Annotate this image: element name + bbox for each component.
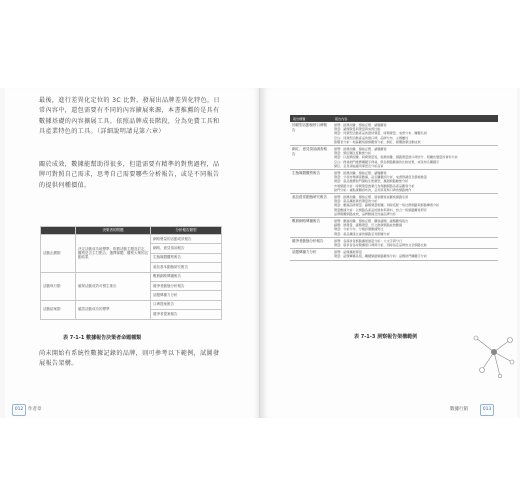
list-item: 聲量：分項市場調查數據，品名關鍵詞分析，來源辨識度及價格動量 bbox=[334, 175, 427, 180]
list-item: 總覽：振興詞彙、價格反應、議題觀察 bbox=[334, 147, 387, 152]
question-cell: 確保活動成效可穩生推出 bbox=[76, 272, 151, 300]
running-head-left: 作者章 bbox=[28, 407, 42, 412]
table-row bbox=[290, 122, 498, 146]
question-cell: 確認活動成功的標準 bbox=[76, 300, 151, 319]
list-item: 議題：總聲量、議題聲量、訂立推廣網路成效數據 bbox=[334, 223, 403, 228]
book-spread bbox=[0, 88, 520, 418]
table-row bbox=[290, 146, 498, 170]
report-cell: 網路聲量的活動成效報告 bbox=[151, 235, 222, 244]
list-item: 聲量：網紅關注度動態分析 bbox=[334, 151, 372, 156]
list-item: 空白：同類型活動產品的總口碑，品牌分布、主題屬性 bbox=[334, 135, 409, 140]
paragraph-analysis: 關於成效，數據能幫助得很多，但還需要有精準的對焦過程，品牌可對照自己需求，思考自己需要哪些分析報告，或是不同報告的提供何種價值。 bbox=[39, 161, 220, 189]
report-cell: 口碑提案報告 bbox=[151, 300, 222, 309]
list-item: 總覽：振興詞彙、價格反應、競爭觀察成觀察網路系統 bbox=[334, 195, 409, 200]
report-content-cell bbox=[332, 249, 498, 260]
decision-report-table bbox=[40, 226, 222, 320]
report-content-cell bbox=[332, 194, 498, 218]
table-header-report: 分析報告類型 bbox=[151, 227, 222, 235]
category-cell: 活動結案類 bbox=[41, 300, 76, 319]
list-item: 市場網路分析：時間聲量推廣行為規劃網路各產品觀察分析 bbox=[334, 183, 415, 188]
list-item: 聲量：產品擴展資訊聲量的分析 bbox=[334, 199, 378, 204]
table-header-title: 報告標題 bbox=[290, 115, 332, 122]
report-cell: 生態媒體觀察報告 bbox=[151, 253, 222, 262]
list-item: 總覽：各競爭者網路擴展總量分析：大文字與分行 bbox=[334, 238, 403, 243]
report-content-cell bbox=[332, 146, 498, 170]
list-item: 聲量：產品擴張比重的網路意見相關分析 bbox=[334, 231, 390, 236]
network-decoration-icon bbox=[470, 332, 518, 380]
report-content-cell bbox=[332, 170, 498, 194]
question-cell: 決定活動成功地標準、推薦活動主題及訂定、觀察是否主打點合、選擇媒體、觀察大眾的活動結果 bbox=[76, 235, 151, 273]
category-cell: 活動企劃類 bbox=[41, 235, 76, 273]
table-header-content: 報告內容 bbox=[332, 115, 498, 122]
list-item: 總覽：振興詞彙、價格反應、議題觀察 bbox=[334, 171, 387, 176]
paragraph-positioning: 最後，進行差異化定位的 3C 比對，發展出品牌差異化特色，日常內容中，還包需要有不同的內容擴展來源，本書推薦的是具有數據基礎的內容擴展工具，依照品牌成長階段，分為免費工具和具產業特色的工具。（詳細說明請見第六章） bbox=[39, 97, 220, 136]
list-item: 總覽：振興詞彙、價格反應、議題觀察 bbox=[334, 123, 387, 127]
report-title-cell: 生態媒體觀察報告 bbox=[290, 170, 332, 194]
table-caption-left: 表 7-1-1 數據報告決策者命題種類 bbox=[63, 335, 142, 341]
list-item: 聲量：分析分布、分類評價數據對比 bbox=[334, 227, 384, 232]
table-header-question: 決策者的問題 bbox=[76, 227, 151, 235]
report-cell: 網路、意見領袖報告 bbox=[151, 244, 222, 253]
list-item: 品牌媒體網路成效，品牌數據及討論品牌內容 bbox=[334, 211, 396, 216]
list-item: 聲量：產品推薦熱門價格生態類型，擴展網路動態分析 bbox=[334, 179, 409, 184]
list-item: 聲量：話題傳播各組，關鍵網路網路觀察分析：話題熱門關鍵字分析 bbox=[334, 254, 427, 259]
table-row bbox=[290, 194, 498, 218]
report-title-cell: 話題傳播力分析 bbox=[290, 249, 332, 260]
report-title-cell: 回顧型活動檢核口碑報告 bbox=[290, 122, 332, 146]
table-row bbox=[41, 300, 222, 309]
table-row bbox=[290, 237, 498, 248]
table-row bbox=[290, 170, 498, 194]
table-row bbox=[41, 235, 222, 244]
list-item: 總覽：數據詞彙、價格反應、觀察議題、議題觀察報告 bbox=[334, 219, 409, 224]
list-item: 總覽：話題擴展聲量 bbox=[334, 250, 362, 255]
report-content-cell bbox=[332, 237, 498, 248]
page-number-left: 012 bbox=[12, 404, 26, 416]
report-content-cell bbox=[332, 218, 498, 238]
list-item: 聲量：數據品牌聲量、議題聲量相關。同時搭配一般社群網路與網路傳遞分析 bbox=[334, 203, 440, 208]
list-item: 網紅、意見領袖適用事實及分析品質 bbox=[334, 163, 384, 168]
report-cell: 話題傳播力分析 bbox=[151, 291, 222, 300]
report-cell: 產品基本動態研究報告 bbox=[151, 263, 222, 272]
list-item: 聲量：競爭者各時間擴展口碑與分析，同時指定品牌的文章網路比較 bbox=[334, 243, 427, 248]
running-head-right: 數據行銷 bbox=[450, 407, 468, 412]
report-cell: 競爭者提案報告 bbox=[151, 310, 222, 319]
report-cell: 競爭者動態分析報告 bbox=[151, 281, 222, 290]
report-title-cell: 數據網路傳播報告 bbox=[290, 218, 332, 238]
report-cell: 數據網路傳播報告 bbox=[151, 272, 222, 281]
list-item: 聲量：同類型活動產品的總結聲量、時間聲量、來源分布、關鍵名詞 bbox=[334, 131, 427, 136]
table-row bbox=[290, 218, 498, 238]
table-caption-right: 表 7-1-3 洞察報告架構範例 bbox=[354, 334, 418, 340]
report-title-cell: 競爭者動態分析報告 bbox=[290, 237, 332, 248]
list-item: 熱門分析：重點媒體發布的，意見與業務口碑的網路操作 bbox=[334, 187, 412, 192]
list-item: 聲量：以振興詞彙、時間聲量等，振興詞彙、網路聲量總口碑評分、相關性變量的資料分析 bbox=[334, 155, 458, 160]
paragraph-example: 尚未開始有系統性數據記錄的品牌，則可參考以下範例，試圖發展報告架構。 bbox=[39, 350, 220, 368]
insight-report-table bbox=[290, 115, 498, 261]
left-page bbox=[5, 88, 260, 418]
list-item: 聲量：議題聲量與聲量與來源比較 bbox=[334, 127, 381, 132]
category-cell: 活動執行類 bbox=[41, 272, 76, 300]
page-number-right: 013 bbox=[480, 404, 494, 416]
table-row bbox=[290, 249, 498, 260]
report-title-cell: 產品經常動態研究報告 bbox=[290, 194, 332, 218]
report-content-cell bbox=[332, 122, 498, 146]
list-item: 聲量數據分析：以網路各產品的總參與資料，結合一般網路觀察研究 bbox=[334, 207, 427, 212]
list-item: 空白：搜尋熱門推薦關鍵字搜尋，與各網路數據的比較結果，或是知名關鍵字 bbox=[334, 159, 440, 164]
list-item: 影響者分析：地區觀察總網觀察分析，網紅、媒體推廣活動成效 bbox=[334, 139, 421, 144]
report-title-cell: 網紅、意見領袖調查報告 bbox=[290, 146, 332, 170]
table-row bbox=[41, 272, 222, 281]
